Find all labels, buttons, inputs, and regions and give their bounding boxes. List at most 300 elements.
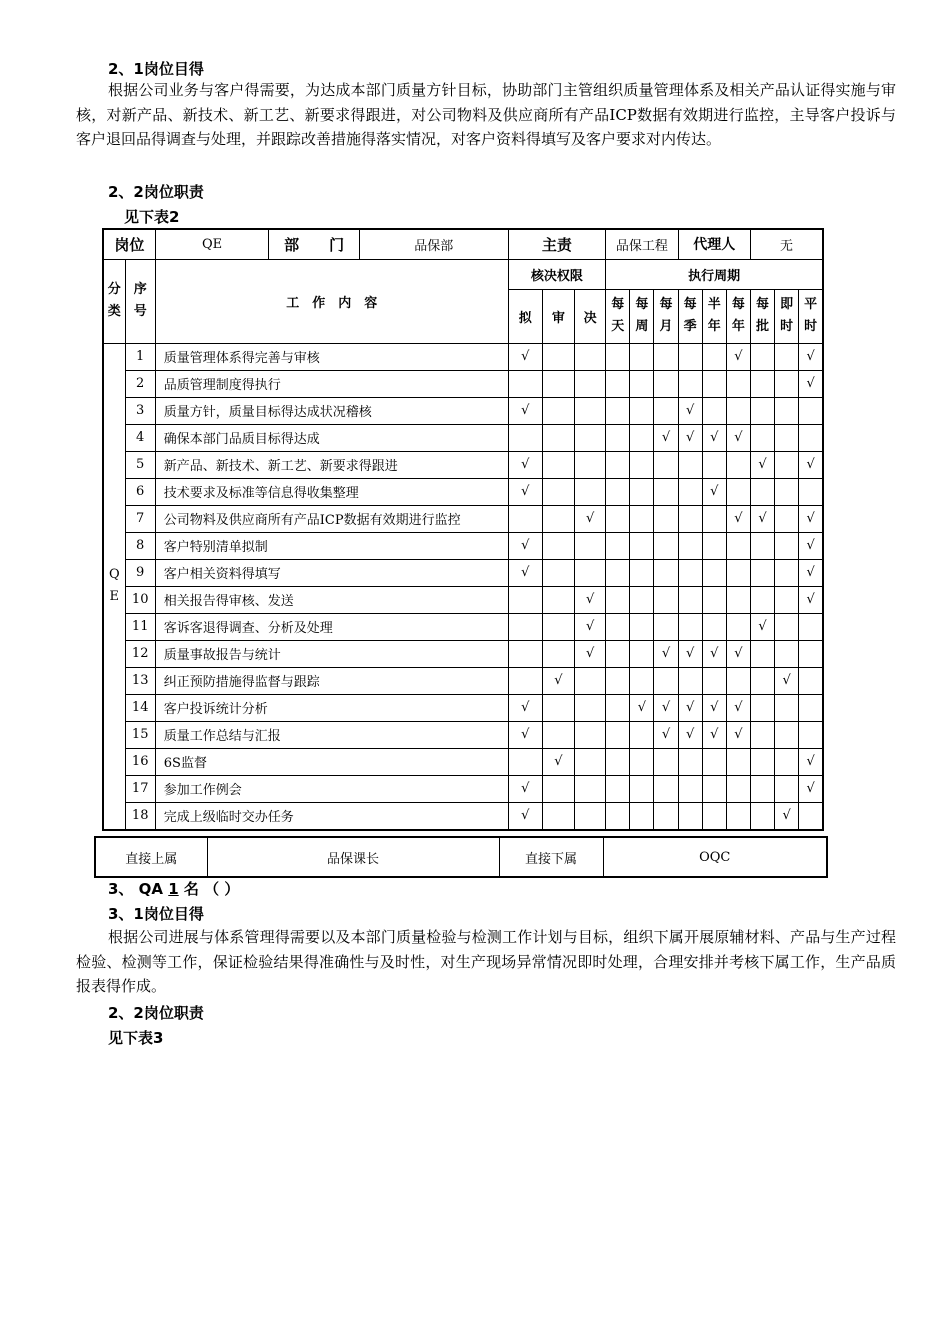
mark-cell: √ [726,505,750,532]
mark-cell [775,505,799,532]
mark-cell [542,775,574,802]
mark-cell [630,559,654,586]
mark-cell: √ [799,451,823,478]
mark-cell [678,775,702,802]
mark-cell: √ [508,694,542,721]
mark-cell [630,775,654,802]
mark-cell [654,775,678,802]
mark-cell [678,586,702,613]
mark-cell: √ [750,613,774,640]
mark-cell [575,397,606,424]
mark-cell: √ [678,424,702,451]
mark-cell: √ [799,532,823,559]
mark-cell [726,802,750,830]
mark-cell [799,802,823,830]
mark-cell [799,667,823,694]
work-content-cell: 完成上级临时交办任务 [155,802,508,830]
mark-cell [630,478,654,505]
subordinate-label: 直接下属 [499,837,603,877]
row-number: 2 [125,370,155,397]
mark-cell [726,532,750,559]
mark-cell: √ [799,775,823,802]
mark-cell [606,586,630,613]
row-number: 6 [125,478,155,505]
mark-cell [606,478,630,505]
mark-cell [654,397,678,424]
mark-cell: √ [726,343,750,370]
mark-cell [750,802,774,830]
work-content-cell: 纠正预防措施得监督与跟踪 [155,667,508,694]
work-content-cell: 公司物料及供应商所有产品ICP数据有效期进行监控 [155,505,508,532]
mark-cell: √ [678,721,702,748]
mark-cell [542,370,574,397]
mark-cell [606,721,630,748]
mark-cell [630,424,654,451]
row-number: 13 [125,667,155,694]
mark-cell [678,559,702,586]
cycle-col-header: 每 批 [750,289,774,343]
mark-cell [654,667,678,694]
mark-cell [542,640,574,667]
mark-cell [542,586,574,613]
mark-cell [702,559,726,586]
mark-cell [542,721,574,748]
mark-cell [775,694,799,721]
mark-cell: √ [678,397,702,424]
work-content-cell: 参加工作例会 [155,775,508,802]
see-table-note-3: 见下表3 [108,1029,164,1047]
dept-value: 品保部 [359,229,508,259]
mark-cell [575,370,606,397]
mark-cell [799,721,823,748]
mark-cell: √ [799,586,823,613]
mark-cell [630,748,654,775]
mark-cell [606,694,630,721]
mark-cell: √ [508,532,542,559]
mark-cell: √ [508,721,542,748]
mark-cell [630,397,654,424]
mark-cell [542,694,574,721]
mark-cell [654,451,678,478]
mark-cell: √ [775,802,799,830]
mark-cell [799,613,823,640]
mark-cell [750,667,774,694]
mark-cell: √ [575,586,606,613]
subordinate-value: OQC [603,837,827,877]
work-content-cell: 质量方针，质量目标得达成状况稽核 [155,397,508,424]
mark-cell [575,694,606,721]
mark-cell [654,802,678,830]
mark-cell [542,505,574,532]
mark-cell [575,559,606,586]
table-row [103,424,823,451]
mark-cell [542,802,574,830]
section-heading-3-1: 3、1岗位目得 [108,905,204,923]
auth-col-header: 拟 [508,289,542,343]
table-row [103,694,823,721]
mark-cell [542,478,574,505]
mark-cell [542,613,574,640]
mark-cell [630,532,654,559]
mark-cell [750,478,774,505]
section-heading-2-1: 2、1岗位目得 [108,60,204,78]
seq-header: 序 号 [125,259,155,343]
work-content-cell: 新产品、新技术、新工艺、新要求得跟进 [155,451,508,478]
mark-cell [775,748,799,775]
mark-cell [606,640,630,667]
mark-cell [775,451,799,478]
mark-cell [750,586,774,613]
mark-cell: √ [508,343,542,370]
mark-cell: √ [750,451,774,478]
mark-cell [630,721,654,748]
mark-cell [606,451,630,478]
mark-cell [630,343,654,370]
mark-cell [575,667,606,694]
mark-cell [702,802,726,830]
mark-cell [775,343,799,370]
mark-cell [726,586,750,613]
mark-cell: √ [575,640,606,667]
table-row [103,532,823,559]
mark-cell [606,370,630,397]
mark-cell [654,478,678,505]
mark-cell [750,721,774,748]
row-number: 16 [125,748,155,775]
mark-cell [542,424,574,451]
mark-cell [750,559,774,586]
mark-cell [775,370,799,397]
mark-cell [750,370,774,397]
mark-cell [726,613,750,640]
mark-cell [702,748,726,775]
dept-label: 部 门 [269,229,359,259]
mark-cell [575,532,606,559]
work-content-cell: 品质管理制度得执行 [155,370,508,397]
mark-cell [606,424,630,451]
mark-cell [799,478,823,505]
row-number: 15 [125,721,155,748]
mark-cell: √ [654,640,678,667]
work-content-cell: 客户投诉统计分析 [155,694,508,721]
reporting-line-table [94,836,828,878]
mark-cell [508,748,542,775]
mark-cell [726,667,750,694]
table-row [103,586,823,613]
mark-cell: √ [726,424,750,451]
mark-cell [575,748,606,775]
mark-cell [606,613,630,640]
work-content-cell: 客户特别清单拟制 [155,532,508,559]
table-row [103,505,823,532]
mark-cell [654,505,678,532]
mark-cell [726,559,750,586]
row-number: 3 [125,397,155,424]
mark-cell [542,343,574,370]
mark-cell [508,505,542,532]
mark-cell [726,451,750,478]
table-row [103,721,823,748]
mark-cell [630,451,654,478]
cycle-col-header: 每 周 [630,289,654,343]
mark-cell [542,397,574,424]
mark-cell [702,451,726,478]
mark-cell [508,424,542,451]
work-content-cell: 6S监督 [155,748,508,775]
mark-cell: √ [508,397,542,424]
mark-cell [678,748,702,775]
mark-cell [799,640,823,667]
section-heading-2-2: 2、2岗位职责 [108,183,204,201]
section-heading-3: 3、 QA 1 名 （ ） [108,880,240,898]
mark-cell: √ [799,559,823,586]
table-row [103,640,823,667]
mark-cell [606,802,630,830]
mark-cell [630,802,654,830]
section-paragraph-2-1: 根据公司业务与客户得需要，为达成本部门质量方针目标，协助部门主管组织质量管理体系及相关产品认证得实施与审核，对新产品、新技术、新工艺、新要求得跟进，对公司物料及供应商所有产品ICP数据有效期进行监控，主导客户投诉与客户退回品得调查与处理，并跟踪改善措施得落实情况，对客户资料得填写及客户要求对内传达。 [76,81,896,148]
mark-cell: √ [726,721,750,748]
mark-cell: √ [799,370,823,397]
mark-cell [630,370,654,397]
table-row [103,775,823,802]
mark-cell [775,613,799,640]
mark-cell [654,532,678,559]
mark-cell: √ [508,478,542,505]
cycle-col-header: 半 年 [702,289,726,343]
mark-cell: √ [630,694,654,721]
mark-cell: √ [750,505,774,532]
mark-cell: √ [654,721,678,748]
row-number: 4 [125,424,155,451]
row-number: 9 [125,559,155,586]
mark-cell [750,640,774,667]
agent-label: 代理人 [678,229,750,259]
mark-cell [799,397,823,424]
mark-cell: √ [678,640,702,667]
mark-cell: √ [726,640,750,667]
mark-cell [606,397,630,424]
row-number: 14 [125,694,155,721]
cycle-col-header: 每 月 [654,289,678,343]
section-paragraph-3-1: 根据公司进展与体系管理得需要以及本部门质量检验与检测工作计划与目标，组织下属开展原辅材料、产品与生产过程检验、检测等工作，保证检验结果得准确性与及时性，对生产现场异常情况即时处理，合理安排并考核下属工作，生产品质报表得作成。 [76,928,896,995]
mark-cell: √ [508,451,542,478]
table-row [103,667,823,694]
mark-cell [775,721,799,748]
table-row [103,802,823,830]
mark-cell [775,424,799,451]
mark-cell [799,694,823,721]
row-number: 8 [125,532,155,559]
mark-cell [575,343,606,370]
mark-cell [750,694,774,721]
table-row [103,451,823,478]
mark-cell [508,640,542,667]
mark-cell [750,397,774,424]
table-row [103,478,823,505]
post-label: 岗位 [103,229,155,259]
work-content-cell: 客诉客退得调查、分析及处理 [155,613,508,640]
category-cell: Q E [103,343,125,830]
row-number: 5 [125,451,155,478]
mark-cell [678,505,702,532]
mark-cell [542,559,574,586]
mark-cell [654,613,678,640]
mark-cell [750,343,774,370]
mark-cell: √ [508,802,542,830]
mark-cell [508,613,542,640]
duty-table [102,228,824,831]
mark-cell [750,532,774,559]
mark-cell [654,370,678,397]
mark-cell [654,586,678,613]
mark-cell [726,478,750,505]
mark-cell: √ [702,424,726,451]
mark-cell: √ [654,694,678,721]
mark-cell [775,640,799,667]
mark-cell [702,532,726,559]
see-table-note: 见下表2 [124,208,180,226]
auth-col-header: 决 [575,289,606,343]
mark-cell: √ [702,694,726,721]
row-number: 12 [125,640,155,667]
mark-cell [750,424,774,451]
resp-label: 主责 [508,229,606,259]
auth-col-header: 审 [542,289,574,343]
work-content-cell: 质量工作总结与汇报 [155,721,508,748]
mark-cell [654,559,678,586]
mark-cell: √ [508,559,542,586]
mark-cell: √ [654,424,678,451]
mark-cell [606,667,630,694]
mark-cell [678,802,702,830]
mark-cell [799,424,823,451]
table-row [103,748,823,775]
mark-cell [678,451,702,478]
mark-cell [702,343,726,370]
mark-cell [726,397,750,424]
mark-cell [702,505,726,532]
mark-cell [726,775,750,802]
mark-cell [630,613,654,640]
table-row [103,397,823,424]
mark-cell [575,424,606,451]
mark-cell [606,532,630,559]
mark-cell [775,559,799,586]
row-number: 18 [125,802,155,830]
mark-cell [630,505,654,532]
work-content-cell: 相关报告得审核、发送 [155,586,508,613]
cycle-col-header: 每 天 [606,289,630,343]
mark-cell [702,613,726,640]
table-row [103,559,823,586]
mark-cell: √ [799,343,823,370]
row-number: 17 [125,775,155,802]
mark-cell [702,370,726,397]
cycle-header: 执行周期 [606,259,823,289]
mark-cell [575,802,606,830]
mark-cell [775,586,799,613]
agent-value: 无 [750,229,823,259]
mark-cell [775,532,799,559]
row-number: 10 [125,586,155,613]
mark-cell [575,775,606,802]
cycle-col-header: 即 时 [775,289,799,343]
mark-cell [606,559,630,586]
work-content-cell: 客户相关资料得填写 [155,559,508,586]
mark-cell [508,586,542,613]
mark-cell: √ [799,505,823,532]
table-row [103,613,823,640]
mark-cell [654,343,678,370]
row-number: 1 [125,343,155,370]
mark-cell [606,505,630,532]
category-header: 分 类 [103,259,125,343]
mark-cell [606,748,630,775]
mark-cell [775,775,799,802]
mark-cell [726,370,750,397]
work-content-cell: 质量事故报告与统计 [155,640,508,667]
section-heading-3-2: 2、2岗位职责 [108,1004,204,1022]
mark-cell [542,451,574,478]
mark-cell [702,667,726,694]
mark-cell: √ [726,694,750,721]
mark-cell: √ [542,667,574,694]
supervisor-value: 品保课长 [207,837,499,877]
mark-cell [775,478,799,505]
work-content-cell: 质量管理体系得完善与审核 [155,343,508,370]
mark-cell [606,775,630,802]
table-row [103,370,823,397]
table-row [103,343,823,370]
cycle-col-header: 每 季 [678,289,702,343]
work-content-cell: 技术要求及标准等信息得收集整理 [155,478,508,505]
mark-cell [654,748,678,775]
mark-cell [630,640,654,667]
mark-cell [630,667,654,694]
mark-cell [606,343,630,370]
mark-cell [508,667,542,694]
mark-cell [702,775,726,802]
cycle-col-header: 平 时 [799,289,823,343]
mark-cell: √ [799,748,823,775]
mark-cell [575,451,606,478]
mark-cell [750,775,774,802]
mark-cell: √ [575,505,606,532]
mark-cell [726,748,750,775]
resp-value: 品保工程 [606,229,678,259]
row-number: 11 [125,613,155,640]
mark-cell [575,478,606,505]
mark-cell [678,667,702,694]
mark-cell [630,586,654,613]
mark-cell [702,586,726,613]
mark-cell [508,370,542,397]
mark-cell [678,478,702,505]
mark-cell [702,397,726,424]
mark-cell: √ [702,478,726,505]
work-content-cell: 确保本部门品质目标得达成 [155,424,508,451]
mark-cell [678,370,702,397]
mark-cell [678,532,702,559]
mark-cell [542,532,574,559]
mark-cell: √ [542,748,574,775]
mark-cell: √ [575,613,606,640]
supervisor-label: 直接上属 [95,837,207,877]
mark-cell [678,613,702,640]
post-value: QE [155,229,269,259]
mark-cell [775,397,799,424]
work-content-header: 工 作 内 容 [155,259,508,343]
